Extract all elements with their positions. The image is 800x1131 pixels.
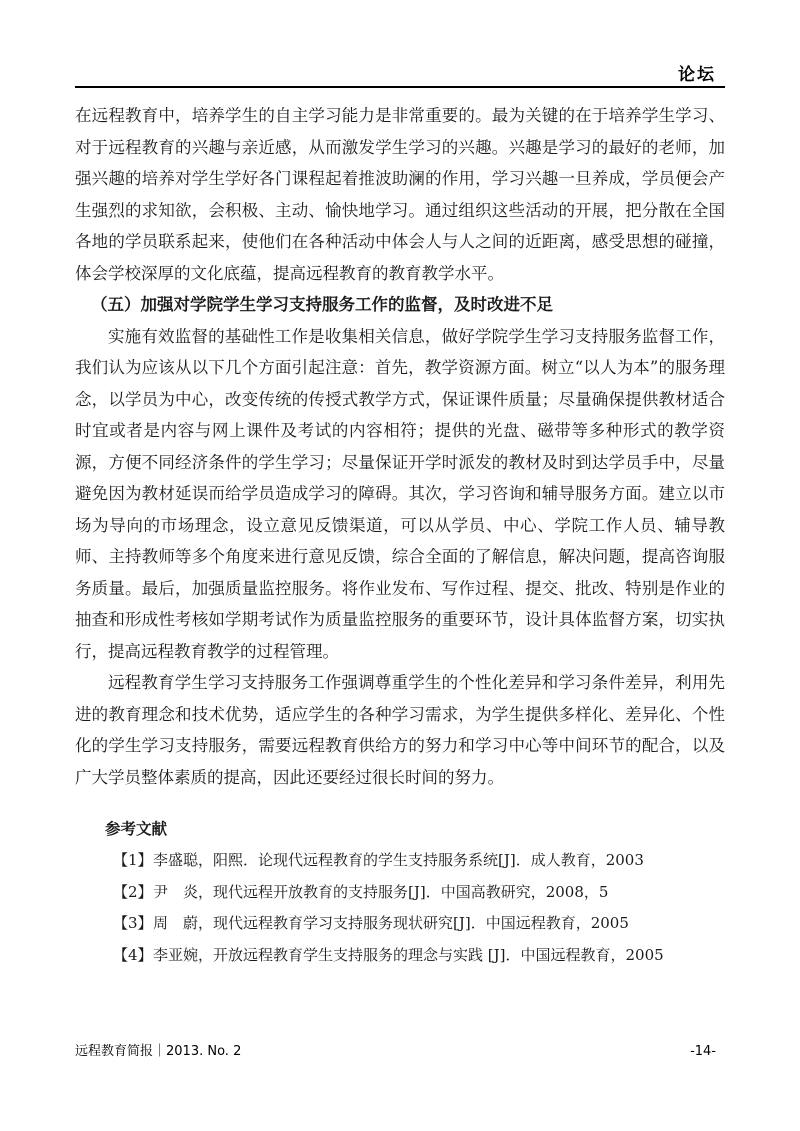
reference-item — [75, 877, 725, 909]
section-label: 论坛 — [678, 65, 716, 85]
reference-item — [75, 845, 725, 877]
reference-text: 李盛聪，阳熙．论现代远程教育的学生支持服务系统[J]．成人教育，2003 — [153, 851, 644, 869]
reference-number: 【3】 — [113, 914, 153, 932]
reference-text: 周 蔚，现代远程教育学习支持服务现状研究[J]．中国远程教育，2005 — [153, 914, 629, 932]
reference-number: 【2】 — [113, 882, 153, 901]
reference-item — [75, 940, 725, 972]
body-paragraph-1: 在远程教育中，培养学生的自主学习能力是非常重要的。最为关键的在于培养学生学习、对于远程教育的兴趣与亲近感，从而激发学生学习的兴趣。兴趣是学习的最好的老师，加强兴趣的培养对学生学好各门课程起着推波助澜的作用，学习兴趣一旦养成，学员便会产生强烈的求知欲，会积极、主动、愉快地学习。通过组织这些活动的开展，把分散在全国各地的学员联系起来，使他们在各种活动中体会人与人之间的近距离，感受思想的碰撞，体会学校深厚的文化底蕴，提高远程教育的教育教学水平。 — [75, 106, 725, 283]
body-paragraph-3: 远程教育学生学习支持服务工作强调尊重学生的个性化差异和学习条件差异，利用先进的教育理念和技术优势，适应学生的各种学习需求，为学生提供多样化、差异化、个性化的学生学习支持服务，需要远程教育供给方的努力和学习中心等中间环节的配合，以及广大学员整体素质的提高，因此还要经过很长时间的努力。 — [75, 673, 725, 787]
references-list — [75, 845, 725, 971]
article-body — [75, 100, 725, 971]
body-paragraph-2: 实施有效监督的基础性工作是收集相关信息，做好学院学生学习支持服务监督工作，我们认为应该从以下几个方面引起注意：首先，教学资源方面。树立“以人为本”的服务理念，以学员为中心，改变传统的传授式教学方式，保证课件质量；尽量确保提供教材适合时宜或者是内容与网上课件及考试的内容相符；提供的光盘、磁带等多种形式的教学资源，方便不同经济条件的学生学习；尽量保证开学时派发的教材及时到达学员手中，尽量避免因为教材延误而给学员造成学习的障碍。其次，学习咨询和辅导服务方面。建立以市场为导向的市场理念，设立意见反馈渠道，可以从学员、中心、学院工作人员、辅导教师、主持教师等多个角度来进行意见反馈，综合全面的了解信息，解决问题，提高咨询服务质量。最后，加强质量监控服务。将作业发布、写作过程、提交、批改、特别是作业的抽查和形成性考核如学期考试作为质量监控服务的重要环节，设计具体监督方案，切实执行，提高远程教育教学的过程管理。 — [75, 326, 725, 661]
section-heading: （五）加强对学院学生学习支持服务工作的监督，及时改进不足 — [91, 295, 553, 314]
reference-item — [75, 908, 725, 940]
reference-text: 李亚婉，开放远程教育学生支持服务的理念与实践 [J]．中国远程教育，2005 — [153, 945, 664, 964]
references-title: 参考文献 — [105, 820, 168, 838]
reference-number: 【4】 — [113, 945, 153, 964]
header-divider — [75, 86, 725, 88]
journal-footer: 远程教育简报｜2013. No. 2 — [75, 1044, 242, 1059]
reference-number: 【1】 — [113, 851, 153, 869]
page-number: -14- — [690, 1044, 716, 1059]
reference-text: 尹 炎，现代远程开放教育的支持服务[J]．中国高教研究，2008，5 — [153, 882, 609, 901]
